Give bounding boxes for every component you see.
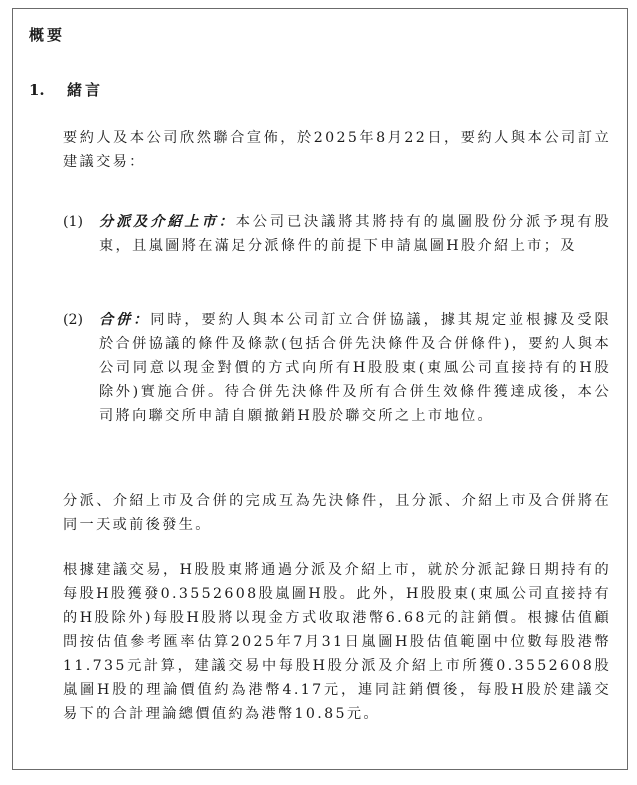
list-item-text: 同時，要約人與本公司訂立合併協議，據其規定並根據及受限於合併協議的條件及條款(包括合併先決條件及合併條件)，要約人與本公司同意以現金對價的方式向所有H股股東(東風公司直接持有的H股除外)實施合併。待合併先決條件及所有合併生效條件獲達成後，本公司將向聯交所申請自願撤銷H股於聯交所之上市地位。 xyxy=(99,312,611,424)
conditions-paragraph: 分派、介紹上市及合併的完成互為先決條件，且分派、介紹上市及合併將在同一天或前後發生。 xyxy=(63,493,611,533)
list-item-marker: (1) xyxy=(63,214,84,230)
list-item-marker: (2) xyxy=(63,312,84,328)
list-item-term: 分派及介紹上市： xyxy=(99,214,236,230)
list-item-text: 本公司已決議將其將持有的嵐圖股份分派予現有股東，且嵐圖將在滿足分派條件的前提下申請嵐圖H股介紹上市；及 xyxy=(99,214,611,254)
list-item-merger xyxy=(63,308,611,428)
section-heading xyxy=(29,79,103,100)
intro-paragraph: 要約人及本公司欣然聯合宣佈，於2025年8月22日，要約人與本公司訂立建議交易： xyxy=(63,130,611,170)
list-item-content xyxy=(99,308,611,428)
consideration-paragraph: 根據建議交易，H股股東將通過分派及介紹上市，就於分派記錄日期持有的每股H股獲發0.3552608股嵐圖H股。此外，H股股東(東風公司直接持有的H股除外)每股H股將以現金方式收取港幣6.68元的註銷價。根據估值顧問按估值參考匯率估算2025年7月31日嵐圖H股估值範圍中位數每股港幣11.735元計算，建議交易中每股H股分派及介紹上市所獲0.3552608股嵐圖H股的理論價值約為港幣4.17元，連同註銷價後，每股H股於建議交易下的合計理論總價值約為港幣10.85元。 xyxy=(63,562,611,722)
document-page xyxy=(12,8,628,770)
list-item-term: 合併： xyxy=(99,312,151,328)
section-label: 概要 xyxy=(29,26,66,44)
list-item-distribution xyxy=(63,210,611,258)
heading-number: 1. xyxy=(29,81,45,99)
list-item-content xyxy=(99,210,611,258)
heading-title: 緒言 xyxy=(67,81,104,99)
